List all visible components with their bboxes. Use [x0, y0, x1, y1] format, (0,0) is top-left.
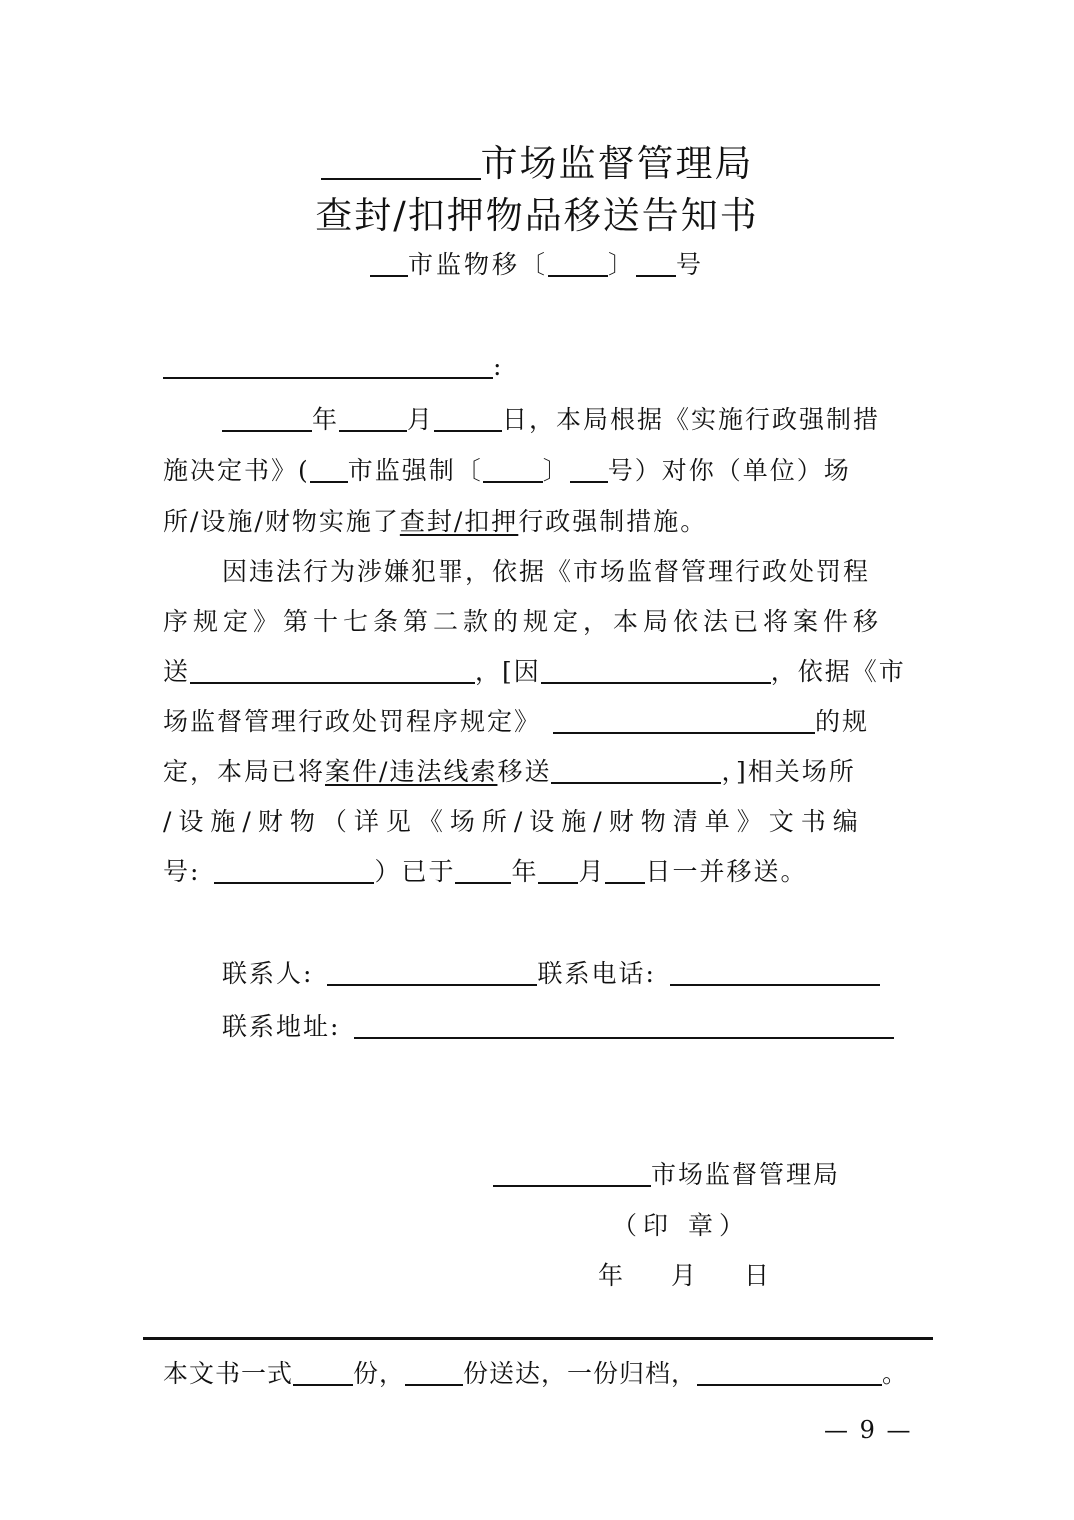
transfer-recipient-blank[interactable] [190, 657, 475, 684]
contact-phone-label: 联系电话: [537, 959, 656, 988]
month-blank[interactable] [339, 405, 407, 432]
signature-year: 年 [598, 1261, 626, 1290]
para1-text1: 日，本局根据《实施行政强制措 [502, 405, 881, 434]
docno-year-blank[interactable] [548, 250, 608, 277]
transfer-year-blank[interactable] [455, 857, 511, 884]
para2-text5c: ，]相关场所 [721, 757, 856, 786]
contact-line1 [222, 954, 880, 990]
contact-address-field[interactable] [354, 1012, 894, 1039]
para2-text7e: 日一并移送。 [645, 857, 808, 886]
para2-line4 [163, 702, 869, 738]
para2-text7b: ）已于 [374, 857, 456, 886]
seizure-option: 查封/扣押 [399, 507, 519, 536]
footer-text4: 。 [882, 1359, 909, 1388]
docno-part2: 〕 [607, 250, 636, 279]
signature-month: 月 [671, 1261, 699, 1290]
para2-line1: 因违法行为涉嫌犯罪，依据《市场监督管理行政处罚程 [222, 557, 871, 586]
footer-rule [143, 1337, 933, 1340]
para2-text3c: ，依据《市 [770, 657, 906, 686]
para2-text3a: 送 [163, 657, 191, 686]
regulation-article-blank[interactable] [553, 707, 815, 734]
para2-line7 [163, 852, 808, 888]
docno-seq-blank[interactable] [636, 250, 676, 277]
transfer-year-label: 年 [511, 857, 539, 886]
para2-line6: /设施/财物（详见《场所/设施/财物清单》文书编 [163, 807, 865, 836]
page-number: — 9 — [824, 1416, 913, 1444]
doc-number [0, 245, 1074, 281]
para2-line2: 序规定》第十七条第二款的规定，本局依法已将案件移 [163, 607, 884, 636]
signature-day: 日 [744, 1261, 772, 1290]
copies-delivered-blank[interactable] [405, 1359, 463, 1386]
docno-part3: 号 [676, 250, 705, 279]
para2-text5a: 定，本局已将 [163, 757, 326, 786]
agency-name-blank[interactable] [321, 141, 481, 180]
para1-text2a: 施决定书》( [163, 456, 310, 485]
doc-title: 查封/扣押物品移送告知书 [315, 194, 759, 237]
clue-recipient-blank[interactable] [551, 757, 721, 784]
footer-note [163, 1354, 908, 1390]
para2-line5 [163, 752, 856, 788]
archive-note-blank[interactable] [697, 1359, 882, 1386]
para2-text5b: 移送 [497, 757, 552, 786]
decision-year-blank[interactable] [483, 456, 543, 483]
contact-person-field[interactable] [327, 959, 537, 986]
para1-line2 [163, 451, 851, 487]
copies-total-blank[interactable] [293, 1359, 353, 1386]
day-blank[interactable] [434, 405, 502, 432]
decision-prefix-blank[interactable] [310, 456, 348, 483]
transfer-month-blank[interactable] [538, 857, 578, 884]
para2-text7a: 号: [163, 857, 201, 886]
signature-agency-blank[interactable] [493, 1160, 651, 1187]
para1-text2c: 〕 [542, 456, 570, 485]
signature-date [598, 1256, 771, 1292]
signature-agency-suffix: 市场监督管理局 [651, 1160, 841, 1189]
para2-text4a: 场监督管理行政处罚程序规定》 [163, 707, 542, 736]
footer-text2: 份， [353, 1359, 406, 1388]
addressee-line [163, 352, 503, 381]
decision-seq-blank[interactable] [570, 456, 608, 483]
footer-text1: 本文书一式 [163, 1359, 294, 1388]
contact-phone-field[interactable] [670, 959, 880, 986]
transfer-day-blank[interactable] [605, 857, 645, 884]
contact-address-label: 联系地址: [222, 1012, 341, 1041]
para1-text3a: 所/设施/财物实施了 [163, 507, 400, 536]
year-blank[interactable] [222, 405, 312, 432]
inventory-number-blank[interactable] [214, 857, 374, 884]
footer-text3: 份送达，一份归档， [463, 1359, 698, 1388]
addressee-blank[interactable] [163, 352, 493, 379]
para2-text4b: 的规 [815, 707, 870, 736]
reason-blank[interactable] [541, 657, 771, 684]
para1-text2d: 号）对你（单位）场 [607, 456, 851, 485]
month-label: 月 [407, 405, 435, 434]
seal-placeholder: （印 章） [612, 1211, 750, 1240]
para1-text2b: 市监强制〔 [347, 456, 483, 485]
para2-line3 [163, 652, 906, 688]
para1-line1 [222, 400, 880, 436]
agency-title [0, 133, 1074, 187]
agency-suffix: 市场监督管理局 [480, 142, 754, 185]
para1-line3 [163, 502, 707, 538]
addressee-colon: : [493, 352, 504, 381]
contact-line2 [222, 1007, 894, 1043]
docno-part1: 市监物移〔 [407, 250, 548, 279]
transfer-month-label: 月 [578, 857, 606, 886]
case-clue-option: 案件/违法线索 [325, 757, 498, 786]
para1-text3b: 行政强制措施。 [518, 507, 708, 536]
para2-text3b: ，[因 [475, 657, 541, 686]
docno-prefix-blank[interactable] [370, 250, 408, 277]
signature-agency [493, 1155, 840, 1191]
year-label: 年 [312, 405, 340, 434]
contact-person-label: 联系人: [222, 959, 314, 988]
